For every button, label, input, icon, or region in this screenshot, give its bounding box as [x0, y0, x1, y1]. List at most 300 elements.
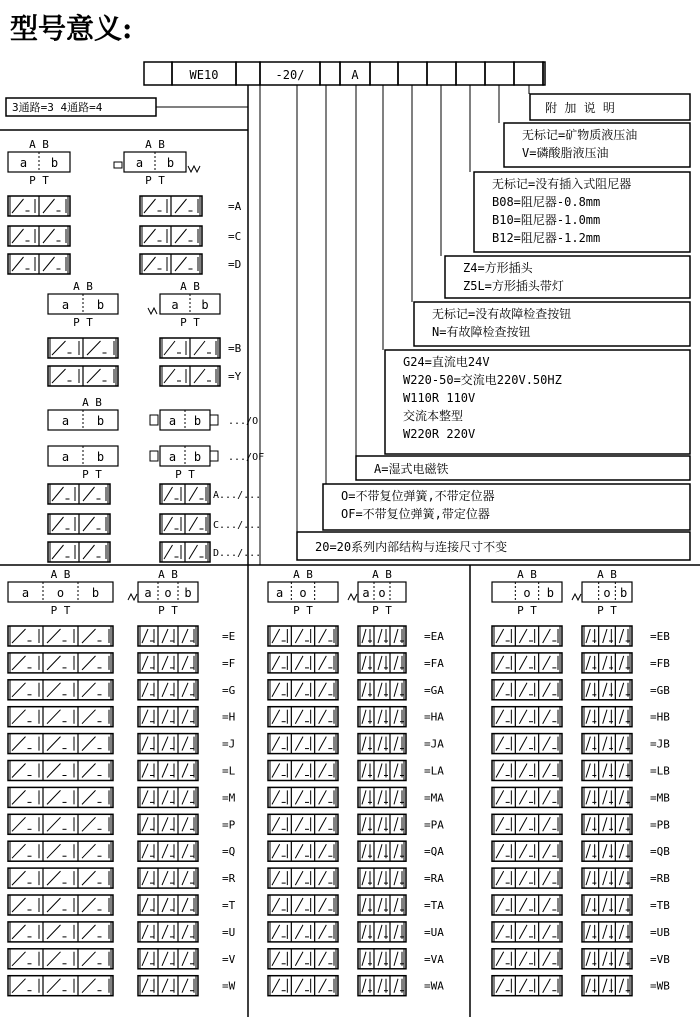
flow-arrow	[319, 871, 327, 885]
valve-type-label: 3通路=3 4通路=4	[12, 101, 103, 114]
flow-arrow	[83, 517, 95, 531]
flow-arrow	[142, 764, 148, 778]
flow-arrow	[182, 710, 188, 724]
flow-arrow	[52, 545, 64, 559]
flow-arrow	[496, 629, 504, 643]
legend-text: A=湿式电磁铁	[374, 462, 449, 476]
flow-arrow	[82, 764, 96, 778]
position-letter: b	[193, 450, 202, 464]
port-label-pt: P T	[175, 468, 195, 481]
spool-code: =GA	[424, 683, 444, 697]
spool-code: .../O	[228, 416, 259, 427]
flow-arrow	[43, 257, 55, 271]
spool-code: =PB	[650, 818, 670, 832]
spool-code: =D	[228, 258, 242, 271]
flow-arrow	[586, 737, 590, 751]
flow-arrow	[519, 817, 527, 831]
flow-arrow	[12, 764, 26, 778]
position-letter: o	[299, 586, 307, 600]
flow-arrow	[319, 844, 327, 858]
legend-text: 交流本整型	[403, 409, 464, 423]
flow-arrow	[47, 817, 61, 831]
flow-arrow	[182, 790, 188, 804]
flow-arrow	[378, 737, 382, 751]
flow-arrow	[272, 737, 280, 751]
spool-code: =TB	[650, 899, 670, 912]
flow-arrow	[619, 979, 623, 993]
spool-code: =FB	[650, 656, 670, 670]
code-field-box	[370, 62, 398, 85]
port-label-ab: A B	[293, 568, 313, 581]
flow-arrow	[394, 952, 398, 966]
flow-arrow	[394, 710, 398, 724]
flow-arrow	[295, 737, 303, 751]
code-field-value: A	[351, 68, 359, 82]
legend-text: 无标记=矿物质液压油	[522, 128, 638, 142]
position-letter: b	[96, 298, 105, 312]
flow-arrow	[603, 898, 607, 912]
spool-code: =V	[222, 952, 236, 966]
flow-arrow	[142, 790, 148, 804]
legend-text: W220R 220V	[403, 427, 476, 441]
flow-arrow	[12, 817, 26, 831]
flow-arrow	[12, 790, 26, 804]
flow-arrow	[162, 844, 168, 858]
flow-arrow	[603, 629, 607, 643]
flow-arrow	[142, 710, 148, 724]
position-letter: a	[135, 156, 144, 170]
flow-arrow	[82, 683, 96, 697]
code-field-box	[456, 62, 485, 85]
legend-text: V=磷酸脂液压油	[522, 146, 609, 160]
flow-arrow	[164, 517, 173, 531]
spool-code: =MA	[424, 791, 444, 805]
spool-code: C.../...	[213, 520, 262, 531]
flow-arrow	[519, 790, 527, 804]
spool-code: A.../...	[213, 490, 262, 501]
flow-arrow	[543, 656, 551, 670]
flow-arrow	[295, 710, 303, 724]
flow-arrow	[603, 871, 607, 885]
position-letter: b	[166, 156, 175, 170]
flow-arrow	[82, 844, 96, 858]
flow-arrow	[586, 817, 590, 831]
flow-arrow	[182, 737, 188, 751]
port-label-ab: A B	[50, 568, 71, 581]
flow-arrow	[47, 764, 61, 778]
flow-arrow	[586, 710, 590, 724]
spool-code: =G	[222, 683, 236, 697]
port-label-ab: A B	[145, 138, 165, 151]
flow-arrow	[272, 871, 280, 885]
flow-arrow	[189, 487, 198, 501]
spool-code: =C	[228, 230, 242, 243]
flow-arrow	[319, 710, 327, 724]
position-letter: a	[61, 298, 70, 312]
flow-arrow	[362, 656, 366, 670]
flow-arrow	[82, 979, 96, 993]
legend-text: W110R 110V	[403, 391, 476, 405]
spool-code: D.../...	[213, 548, 262, 559]
flow-arrow	[362, 737, 366, 751]
flow-arrow	[378, 710, 382, 724]
flow-arrow	[586, 925, 590, 939]
model-code-row	[144, 62, 545, 85]
flow-arrow	[519, 629, 527, 643]
flow-arrow	[619, 817, 623, 831]
flow-arrow	[496, 683, 504, 697]
flow-arrow	[496, 871, 504, 885]
port-label-ab: A B	[73, 280, 93, 293]
spool-code: =Q	[222, 845, 236, 859]
flow-arrow	[47, 656, 61, 670]
flow-arrow	[394, 737, 398, 751]
flow-arrow	[362, 817, 366, 831]
flow-arrow	[394, 683, 398, 697]
flow-arrow	[543, 844, 551, 858]
flow-arrow	[83, 487, 95, 501]
flow-arrow	[519, 656, 527, 670]
spool-code: =RB	[650, 872, 670, 886]
flow-arrow	[194, 369, 205, 383]
spool-code: =M	[222, 791, 236, 805]
flow-arrow	[543, 764, 551, 778]
flow-arrow	[142, 871, 148, 885]
flow-arrow	[47, 844, 61, 858]
flow-arrow	[82, 871, 96, 885]
flow-arrow	[182, 656, 188, 670]
flow-arrow	[12, 871, 26, 885]
position-letter: a	[144, 586, 152, 600]
flow-arrow	[378, 871, 382, 885]
flow-arrow	[47, 871, 61, 885]
flow-arrow	[295, 844, 303, 858]
flow-arrow	[319, 790, 327, 804]
flow-arrow	[603, 925, 607, 939]
spool-code: =HA	[424, 710, 444, 724]
flow-arrow	[295, 629, 303, 643]
flow-arrow	[543, 683, 551, 697]
flow-arrow	[319, 952, 327, 966]
flow-arrow	[142, 952, 148, 966]
flow-arrow	[162, 952, 168, 966]
flow-arrow	[182, 925, 188, 939]
flow-arrow	[295, 817, 303, 831]
flow-arrow	[162, 710, 168, 724]
flow-arrow	[496, 844, 504, 858]
flow-arrow	[619, 871, 623, 885]
spool-code: =GB	[650, 683, 670, 697]
spring-icon	[148, 308, 157, 314]
flow-arrow	[362, 710, 366, 724]
spool-code: =JB	[650, 737, 670, 751]
flow-arrow	[519, 737, 527, 751]
position-letter: b	[50, 156, 59, 170]
flow-arrow	[47, 925, 61, 939]
spool-code: =QB	[650, 845, 670, 859]
flow-arrow	[519, 925, 527, 939]
position-letter: b	[546, 586, 554, 600]
flow-arrow	[12, 656, 26, 670]
flow-arrow	[543, 737, 551, 751]
flow-arrow	[394, 871, 398, 885]
flow-arrow	[87, 369, 101, 383]
flow-arrow	[162, 817, 168, 831]
spool-code: =H	[222, 710, 236, 724]
flow-arrow	[378, 790, 382, 804]
flow-arrow	[362, 898, 366, 912]
flow-arrow	[12, 844, 26, 858]
flow-arrow	[319, 979, 327, 993]
flow-arrow	[47, 979, 61, 993]
port-label-ab: A B	[372, 568, 392, 581]
code-field-box	[398, 62, 427, 85]
flow-arrow	[47, 737, 61, 751]
flow-arrow	[295, 683, 303, 697]
position-letter: b	[193, 414, 202, 428]
position-letter: a	[362, 586, 370, 600]
flow-arrow	[603, 764, 607, 778]
flow-arrow	[164, 487, 173, 501]
flow-arrow	[144, 229, 156, 243]
port-label-pt: P T	[29, 174, 49, 187]
legend-text: 无标记=没有故障检查按钮	[432, 307, 572, 321]
spool-code: =FA	[424, 656, 444, 670]
code-field-value: WE10	[189, 68, 219, 82]
spool-code: =E	[222, 630, 236, 643]
flow-arrow	[603, 737, 607, 751]
flow-arrow	[295, 871, 303, 885]
position-letter: a	[171, 298, 179, 312]
flow-arrow	[182, 817, 188, 831]
flow-arrow	[272, 952, 280, 966]
flow-arrow	[496, 737, 504, 751]
flow-arrow	[519, 979, 527, 993]
flow-arrow	[295, 898, 303, 912]
spool-code: =JA	[424, 737, 444, 751]
flow-arrow	[43, 229, 55, 243]
flow-arrow	[519, 683, 527, 697]
flow-arrow	[586, 656, 590, 670]
flow-arrow	[82, 737, 96, 751]
flow-arrow	[619, 629, 623, 643]
spool-code: =T	[222, 899, 236, 912]
flow-arrow	[272, 629, 280, 643]
flow-arrow	[586, 952, 590, 966]
flow-arrow	[142, 817, 148, 831]
legend-text: N=有故障检查按钮	[432, 325, 531, 339]
flow-arrow	[47, 629, 61, 643]
flow-arrow	[295, 925, 303, 939]
spool-code: =A	[228, 200, 242, 213]
spool-code: =P	[222, 818, 236, 832]
flow-arrow	[82, 790, 96, 804]
spring-icon	[348, 594, 357, 600]
flow-arrow	[543, 817, 551, 831]
spool-code: =VB	[650, 952, 670, 966]
spool-code: .../OF	[228, 452, 265, 463]
legend-text: Z4=方形插头	[463, 261, 533, 275]
port-label-pt: P T	[158, 604, 178, 617]
flow-arrow	[586, 764, 590, 778]
flow-arrow	[82, 710, 96, 724]
flow-arrow	[619, 925, 623, 939]
flow-arrow	[189, 545, 198, 559]
spool-code: =LB	[650, 764, 670, 778]
flow-arrow	[12, 199, 24, 213]
position-letter: a	[168, 450, 177, 464]
position-letter: o	[378, 586, 386, 600]
flow-arrow	[295, 952, 303, 966]
flow-arrow	[272, 683, 280, 697]
port-label-ab: A B	[517, 568, 537, 581]
flow-arrow	[362, 925, 366, 939]
flow-arrow	[362, 629, 366, 643]
port-label-pt: P T	[82, 468, 102, 481]
flow-arrow	[272, 979, 280, 993]
flow-arrow	[619, 952, 623, 966]
flow-arrow	[162, 683, 168, 697]
flow-arrow	[519, 952, 527, 966]
position-letter: b	[96, 414, 105, 428]
flow-arrow	[272, 790, 280, 804]
flow-arrow	[12, 683, 26, 697]
flow-arrow	[586, 844, 590, 858]
flow-arrow	[496, 710, 504, 724]
flow-arrow	[378, 979, 382, 993]
flow-arrow	[12, 979, 26, 993]
flow-arrow	[52, 341, 66, 355]
solenoid-icon	[210, 415, 218, 425]
flow-arrow	[319, 817, 327, 831]
flow-arrow	[12, 629, 26, 643]
flow-arrow	[164, 369, 175, 383]
flow-arrow	[543, 925, 551, 939]
top-left-section	[6, 98, 264, 562]
position-letter: b	[201, 298, 209, 312]
spool-code: =B	[228, 342, 242, 355]
flow-arrow	[394, 979, 398, 993]
position-letter: a	[61, 450, 70, 464]
flow-arrow	[82, 656, 96, 670]
legend-text: OF=不带复位弹簧,带定位器	[341, 507, 490, 521]
flow-arrow	[47, 683, 61, 697]
code-field-box	[514, 62, 543, 85]
flow-arrow	[378, 683, 382, 697]
flow-arrow	[496, 925, 504, 939]
flow-arrow	[496, 898, 504, 912]
flow-arrow	[142, 737, 148, 751]
flow-arrow	[162, 629, 168, 643]
flow-arrow	[378, 952, 382, 966]
spool-code: =UB	[650, 925, 670, 939]
flow-arrow	[47, 952, 61, 966]
flow-arrow	[586, 790, 590, 804]
flow-arrow	[144, 199, 156, 213]
flow-arrow	[47, 790, 61, 804]
flow-arrow	[603, 979, 607, 993]
position-letter: o	[523, 586, 531, 600]
port-label-pt: P T	[597, 604, 617, 617]
flow-arrow	[543, 710, 551, 724]
position-letter: a	[276, 586, 284, 600]
flow-arrow	[619, 710, 623, 724]
flow-arrow	[319, 764, 327, 778]
flow-arrow	[603, 817, 607, 831]
bottom-section	[8, 568, 670, 996]
legend-text: 附 加 说 明	[545, 101, 615, 115]
flow-arrow	[164, 545, 173, 559]
flow-arrow	[496, 817, 504, 831]
port-label-ab: A B	[29, 138, 49, 151]
flow-arrow	[142, 656, 148, 670]
code-field-box	[144, 62, 172, 85]
flow-arrow	[519, 871, 527, 885]
flow-arrow	[272, 925, 280, 939]
flow-arrow	[362, 683, 366, 697]
flow-arrow	[82, 817, 96, 831]
flow-arrow	[164, 341, 175, 355]
flow-arrow	[194, 341, 205, 355]
flow-arrow	[496, 979, 504, 993]
spool-code: =RA	[424, 872, 444, 886]
port-label-pt: P T	[293, 604, 313, 617]
flow-arrow	[182, 979, 188, 993]
flow-arrow	[603, 683, 607, 697]
position-letter: a	[61, 414, 70, 428]
flow-arrow	[142, 979, 148, 993]
code-field-box	[543, 62, 545, 85]
flow-arrow	[362, 844, 366, 858]
flow-arrow	[543, 871, 551, 885]
flow-arrow	[82, 952, 96, 966]
flow-arrow	[162, 656, 168, 670]
legend-text: 无标记=没有插入式阻尼器	[492, 177, 632, 191]
flow-arrow	[603, 710, 607, 724]
flow-arrow	[43, 199, 55, 213]
port-label-ab: A B	[158, 568, 178, 581]
flow-arrow	[272, 844, 280, 858]
flow-arrow	[378, 817, 382, 831]
spring-icon	[128, 594, 137, 600]
solenoid-icon	[114, 162, 122, 168]
flow-arrow	[619, 683, 623, 697]
flow-arrow	[519, 764, 527, 778]
flow-arrow	[394, 925, 398, 939]
port-label-ab: A B	[180, 280, 200, 293]
flow-arrow	[12, 257, 24, 271]
legend-text: B10=阻尼器-1.0mm	[492, 213, 601, 227]
code-field-box	[427, 62, 456, 85]
flow-arrow	[619, 737, 623, 751]
flow-arrow	[162, 871, 168, 885]
spool-code: =HB	[650, 710, 670, 724]
spool-code: =EB	[650, 630, 670, 643]
flow-arrow	[519, 710, 527, 724]
position-letter: o	[56, 586, 65, 600]
flow-arrow	[619, 656, 623, 670]
flow-arrow	[142, 925, 148, 939]
port-label-pt: P T	[145, 174, 165, 187]
flow-arrow	[378, 925, 382, 939]
position-letter: a	[21, 586, 30, 600]
port-label-ab: A B	[82, 396, 102, 409]
flow-arrow	[189, 517, 198, 531]
flow-arrow	[142, 683, 148, 697]
flow-arrow	[603, 952, 607, 966]
flow-arrow	[378, 656, 382, 670]
flow-arrow	[182, 844, 188, 858]
